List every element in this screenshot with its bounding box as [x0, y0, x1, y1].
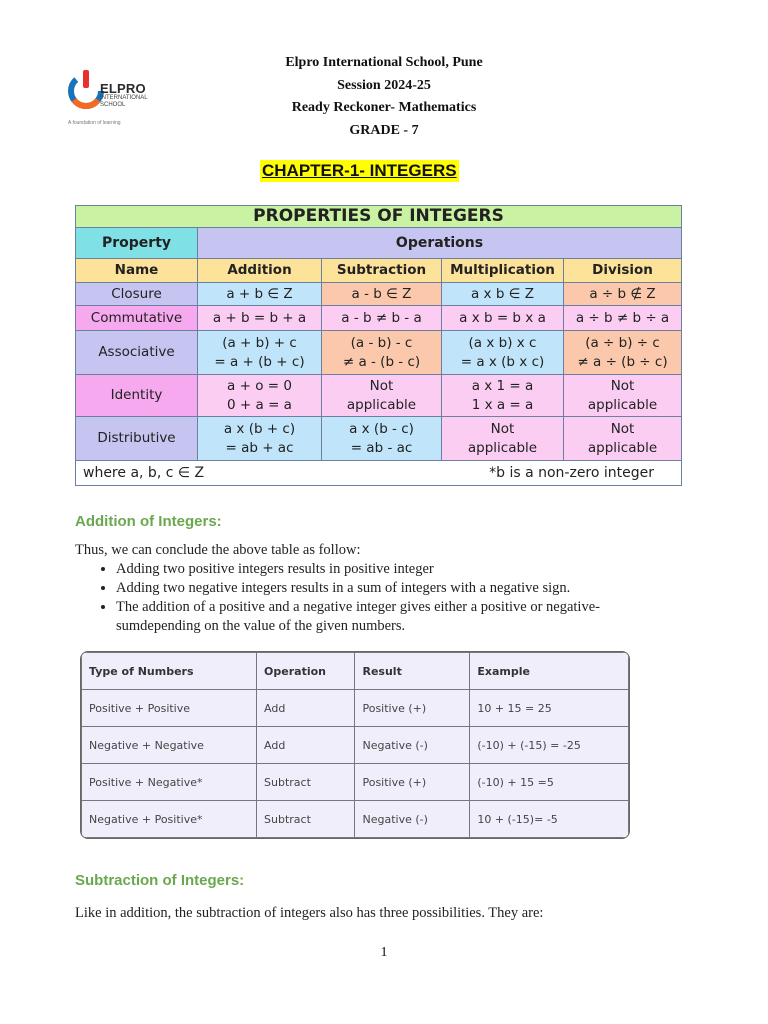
- column-header: Addition: [198, 259, 322, 283]
- addition-section-title: Addition of Integers:: [75, 513, 222, 530]
- logo-sub: INTERNATIONAL: [100, 95, 148, 101]
- properties-table-title: PROPERTIES OF INTEGERS: [76, 206, 682, 228]
- table-row: [82, 764, 629, 801]
- table-row: [82, 727, 629, 764]
- table-cell: Positive (+): [355, 764, 470, 801]
- multiplication-cell: a x 1 = a 1 x a = a: [442, 375, 564, 417]
- column-header: Name: [76, 259, 198, 283]
- table-row: [82, 690, 629, 727]
- document-header: [200, 52, 568, 142]
- addition-cell: a + b ∈ Z: [198, 283, 322, 306]
- table-cell: Subtract: [257, 801, 355, 838]
- table-cell: Positive + Positive: [82, 690, 257, 727]
- table-cell: 10 + (-15)= -5: [470, 801, 629, 838]
- list-item: • Adding two positive integers results in positive integer: [116, 560, 676, 579]
- division-cell: Not applicable: [564, 417, 682, 461]
- property-name: Closure: [76, 283, 198, 306]
- property-name: Commutative: [76, 306, 198, 331]
- addition-cell: a + o = 0 0 + a = a: [198, 375, 322, 417]
- column-header: Subtraction: [322, 259, 442, 283]
- table-cell: Positive (+): [355, 690, 470, 727]
- table-header-row: [82, 653, 629, 690]
- logo-text: [100, 82, 148, 109]
- column-header: Division: [564, 259, 682, 283]
- list-item: • Adding two negative integers results in a sum of integers with a negative sign.: [116, 579, 676, 598]
- table-cell: 10 + 15 = 25: [470, 690, 629, 727]
- table-cell: Negative + Negative: [82, 727, 257, 764]
- addition-cell: (a + b) + c = a + (b + c): [198, 331, 322, 375]
- multiplication-cell: a x b = b x a: [442, 306, 564, 331]
- property-row-distributive: [76, 417, 682, 461]
- table-cell: Negative (-): [355, 801, 470, 838]
- subtraction-cell: a - b ∈ Z: [322, 283, 442, 306]
- property-row-associative: [76, 331, 682, 375]
- table-cell: (-10) + (-15) = -25: [470, 727, 629, 764]
- multiplication-cell: a x b ∈ Z: [442, 283, 564, 306]
- operations-header: Operations: [198, 228, 682, 259]
- property-name: Associative: [76, 331, 198, 375]
- property-name: Identity: [76, 375, 198, 417]
- property-name: Distributive: [76, 417, 198, 461]
- property-row-commutative: [76, 306, 682, 331]
- logo-tagline: A foundation of learning: [68, 120, 121, 126]
- table-cell: Positive + Negative*: [82, 764, 257, 801]
- multiplication-cell: Not applicable: [442, 417, 564, 461]
- property-header: Property: [76, 228, 198, 259]
- list-item: • The addition of a positive and a negative integer gives either a positive or negative-sumdepending on the value of the given numbers.: [116, 598, 676, 636]
- chapter-title: CHAPTER-1- INTEGERS: [262, 161, 457, 180]
- addition-cell: a + b = b + a: [198, 306, 322, 331]
- addition-cell: a x (b + c) = ab + ac: [198, 417, 322, 461]
- grade: GRADE - 7: [349, 122, 419, 138]
- table-cell: Add: [257, 690, 355, 727]
- footer-right-note: *b is a non-zero integer: [489, 464, 655, 481]
- column-header: Multiplication: [442, 259, 564, 283]
- division-cell: a ÷ b ≠ b ÷ a: [564, 306, 682, 331]
- table-cell: Subtract: [257, 764, 355, 801]
- logo-name: ELPRO: [100, 81, 146, 96]
- table-cell: Negative + Positive*: [82, 801, 257, 838]
- column-header: Result: [355, 653, 470, 690]
- subtraction-section-title: Subtraction of Integers:: [75, 872, 245, 889]
- addition-bullets: [75, 560, 676, 636]
- division-cell: a ÷ b ∉ Z: [564, 283, 682, 306]
- table-cell: Negative (-): [355, 727, 470, 764]
- footer-left-note: where a, b, c ∈ Z: [83, 464, 205, 481]
- subtraction-cell: (a - b) - c ≠ a - (b - c): [322, 331, 442, 375]
- table-cell: (-10) + 15 =5: [470, 764, 629, 801]
- school-name: Elpro International School, Pune: [285, 55, 483, 70]
- logo-sub: SCHOOL: [100, 102, 126, 108]
- division-cell: (a ÷ b) ÷ c ≠ a ÷ (b ÷ c): [564, 331, 682, 375]
- property-row-closure: [76, 283, 682, 306]
- column-header: Type of Numbers: [82, 653, 257, 690]
- session: Session 2024-25: [337, 77, 431, 93]
- number-types-table: [80, 651, 630, 839]
- subject: Ready Reckoner- Mathematics: [291, 100, 477, 115]
- table-cell: Add: [257, 727, 355, 764]
- subtraction-cell: a x (b - c) = ab - ac: [322, 417, 442, 461]
- column-header: Operation: [257, 653, 355, 690]
- subtraction-cell: Not applicable: [322, 375, 442, 417]
- multiplication-cell: (a x b) x c = a x (b x c): [442, 331, 564, 375]
- subtraction-text: Like in addition, the subtraction of integers also has three possibilities. They are:: [75, 905, 544, 921]
- property-row-identity: [76, 375, 682, 417]
- division-cell: Not applicable: [564, 375, 682, 417]
- addition-intro: Thus, we can conclude the above table as follow:: [75, 542, 361, 558]
- subtraction-cell: a - b ≠ b - a: [322, 306, 442, 331]
- page-number: 1: [380, 945, 388, 960]
- properties-table-footer: [76, 461, 682, 486]
- table-row: [82, 801, 629, 838]
- properties-table: [75, 205, 682, 486]
- column-header: Example: [470, 653, 629, 690]
